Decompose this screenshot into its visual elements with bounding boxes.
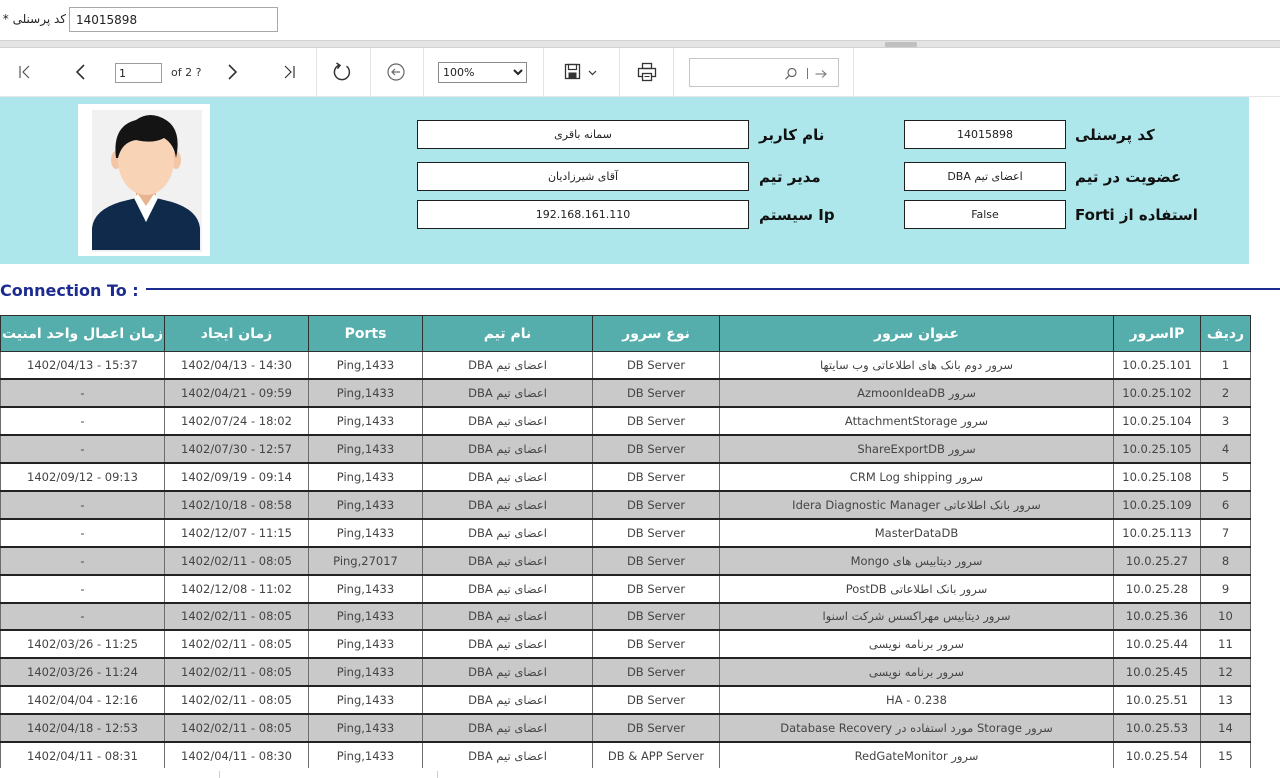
team-name-cell: اعضای تیم DBA bbox=[423, 630, 593, 658]
server-ip-cell: 10.0.25.105 bbox=[1114, 435, 1201, 463]
server-title-cell: سرور CRM Log shipping bbox=[720, 463, 1114, 491]
server-ip-cell: 10.0.25.101 bbox=[1114, 352, 1201, 380]
avatar-icon bbox=[78, 104, 210, 256]
table-row bbox=[1, 491, 1251, 519]
save-icon bbox=[563, 63, 601, 81]
header-security-applied: زمان اعمال واحد امنیت bbox=[1, 316, 165, 352]
server-type-cell: DB & APP Server bbox=[593, 742, 720, 770]
server-ip-cell: 10.0.25.51 bbox=[1114, 686, 1201, 714]
team-name-cell: اعضای تیم DBA bbox=[423, 379, 593, 407]
page-count: of 2 ? bbox=[171, 66, 202, 79]
search-next-icon bbox=[814, 67, 828, 81]
server-title-cell: MasterDataDB bbox=[720, 519, 1114, 547]
server-type-cell: DB Server bbox=[593, 603, 720, 631]
team-manager-label: مدیر تیم bbox=[759, 168, 821, 186]
server-type-cell: DB Server bbox=[593, 407, 720, 435]
parameter-bar bbox=[0, 0, 1280, 40]
last-page-button[interactable] bbox=[277, 60, 301, 84]
team-name-cell: اعضای تیم DBA bbox=[423, 407, 593, 435]
forti-usage-label: استفاده از Forti bbox=[1075, 206, 1198, 224]
bottom-strip bbox=[0, 768, 1280, 778]
created-cell: 1402/02/11 - 08:05 bbox=[165, 686, 309, 714]
server-ip-cell: 10.0.25.53 bbox=[1114, 714, 1201, 742]
personnel-code-input[interactable] bbox=[69, 7, 278, 32]
first-page-button[interactable] bbox=[13, 60, 37, 84]
security-applied-cell: - bbox=[1, 435, 165, 463]
created-cell: 1402/09/19 - 09:14 bbox=[165, 463, 309, 491]
server-ip-cell: 10.0.25.104 bbox=[1114, 407, 1201, 435]
splitter-grip[interactable] bbox=[885, 42, 917, 47]
zoom-select[interactable] bbox=[438, 62, 527, 83]
security-applied-cell: 1402/04/04 - 12:16 bbox=[1, 686, 165, 714]
table-row bbox=[1, 658, 1251, 686]
team-name-cell: اعضای تیم DBA bbox=[423, 714, 593, 742]
refresh-button[interactable] bbox=[330, 60, 354, 84]
header-server-title: عنوان سرور bbox=[720, 316, 1114, 352]
ports-cell: Ping,1433 bbox=[309, 379, 423, 407]
print-button[interactable] bbox=[635, 60, 659, 84]
parameter-label: * کد پرسنلی bbox=[2, 12, 66, 26]
table-row bbox=[1, 575, 1251, 603]
team-name-cell: اعضای تیم DBA bbox=[423, 463, 593, 491]
server-type-cell: DB Server bbox=[593, 379, 720, 407]
row-number-cell: 5 bbox=[1201, 463, 1251, 491]
server-title-cell: سرور برنامه نویسی bbox=[720, 658, 1114, 686]
table-row bbox=[1, 463, 1251, 491]
connections-table-wrap bbox=[0, 315, 1250, 771]
last-page-icon bbox=[281, 64, 297, 80]
table-row bbox=[1, 379, 1251, 407]
created-cell: 1402/12/07 - 11:15 bbox=[165, 519, 309, 547]
system-ip-value: 192.168.161.110 bbox=[417, 200, 749, 229]
ports-cell: Ping,27017 bbox=[309, 547, 423, 575]
team-manager-value: آقای شیرزادیان bbox=[417, 162, 749, 191]
server-type-cell: DB Server bbox=[593, 658, 720, 686]
username-label: نام کاربر bbox=[759, 126, 825, 144]
row-number-cell: 9 bbox=[1201, 575, 1251, 603]
section-divider bbox=[146, 288, 1280, 290]
row-number-cell: 6 bbox=[1201, 491, 1251, 519]
security-applied-cell: - bbox=[1, 603, 165, 631]
section-title: Connection To : bbox=[0, 281, 139, 300]
security-applied-cell: - bbox=[1, 575, 165, 603]
back-icon bbox=[386, 62, 406, 82]
server-title-cell: سرور AzmoonIdeaDB bbox=[720, 379, 1114, 407]
bottom-separator bbox=[219, 771, 220, 778]
created-cell: 1402/04/13 - 14:30 bbox=[165, 352, 309, 380]
export-button[interactable] bbox=[561, 60, 603, 84]
security-applied-cell: - bbox=[1, 491, 165, 519]
server-title-cell: سرور AttachmentStorage bbox=[720, 407, 1114, 435]
ports-cell: Ping,1433 bbox=[309, 407, 423, 435]
toolbar-separator bbox=[619, 48, 620, 97]
security-applied-cell: 1402/04/11 - 08:31 bbox=[1, 742, 165, 770]
security-applied-cell: 1402/09/12 - 09:13 bbox=[1, 463, 165, 491]
search-button[interactable] bbox=[784, 66, 798, 85]
row-number-cell: 2 bbox=[1201, 379, 1251, 407]
created-cell: 1402/10/18 - 08:58 bbox=[165, 491, 309, 519]
row-number-cell: 1 bbox=[1201, 352, 1251, 380]
team-name-cell: اعضای تیم DBA bbox=[423, 742, 593, 770]
created-cell: 1402/02/11 - 08:05 bbox=[165, 547, 309, 575]
created-cell: 1402/02/11 - 08:05 bbox=[165, 658, 309, 686]
team-name-cell: اعضای تیم DBA bbox=[423, 575, 593, 603]
ports-cell: Ping,1433 bbox=[309, 352, 423, 380]
team-membership-value: اعضای تیم DBA bbox=[904, 162, 1066, 191]
row-number-cell: 13 bbox=[1201, 686, 1251, 714]
ports-cell: Ping,1433 bbox=[309, 630, 423, 658]
toolbar-separator bbox=[543, 48, 544, 97]
server-type-cell: DB Server bbox=[593, 519, 720, 547]
search-icon bbox=[784, 67, 798, 81]
table-body bbox=[1, 352, 1251, 770]
forti-usage-value: False bbox=[904, 200, 1066, 229]
row-number-cell: 12 bbox=[1201, 658, 1251, 686]
team-name-cell: اعضای تیم DBA bbox=[423, 352, 593, 380]
team-membership-label: عضویت در تیم bbox=[1075, 168, 1182, 186]
user-info-card bbox=[0, 97, 1249, 264]
first-page-icon bbox=[17, 64, 33, 80]
toolbar-separator bbox=[853, 48, 854, 97]
server-title-cell: سرور دیتابیس مهراکسس شرکت اسنوا bbox=[720, 603, 1114, 631]
next-page-button[interactable] bbox=[220, 60, 244, 84]
created-cell: 1402/02/11 - 08:05 bbox=[165, 603, 309, 631]
table-row bbox=[1, 435, 1251, 463]
ports-cell: Ping,1433 bbox=[309, 435, 423, 463]
created-cell: 1402/02/11 - 08:05 bbox=[165, 714, 309, 742]
created-cell: 1402/12/08 - 11:02 bbox=[165, 575, 309, 603]
server-ip-cell: 10.0.25.54 bbox=[1114, 742, 1201, 770]
splitter[interactable] bbox=[0, 40, 1280, 48]
server-title-cell: سرور RedGateMonitor bbox=[720, 742, 1114, 770]
server-title-cell: HA - 0.238 bbox=[720, 686, 1114, 714]
created-cell: 1402/07/24 - 18:02 bbox=[165, 407, 309, 435]
team-name-cell: اعضای تیم DBA bbox=[423, 519, 593, 547]
server-type-cell: DB Server bbox=[593, 630, 720, 658]
table-row bbox=[1, 352, 1251, 380]
server-title-cell: سرور دیتابیس های Mongo bbox=[720, 547, 1114, 575]
server-ip-cell: 10.0.25.109 bbox=[1114, 491, 1201, 519]
report-toolbar bbox=[0, 48, 1280, 97]
table-header-row bbox=[1, 316, 1251, 352]
header-created: زمان ایجاد bbox=[165, 316, 309, 352]
row-number-cell: 4 bbox=[1201, 435, 1251, 463]
team-name-cell: اعضای تیم DBA bbox=[423, 603, 593, 631]
team-name-cell: اعضای تیم DBA bbox=[423, 547, 593, 575]
created-cell: 1402/04/11 - 08:30 bbox=[165, 742, 309, 770]
username-value: سمانه باقری bbox=[417, 120, 749, 149]
created-cell: 1402/07/30 - 12:57 bbox=[165, 435, 309, 463]
server-title-cell: سرور Storage مورد استفاده در Database Recovery bbox=[720, 714, 1114, 742]
server-type-cell: DB Server bbox=[593, 547, 720, 575]
created-cell: 1402/02/11 - 08:05 bbox=[165, 630, 309, 658]
server-ip-cell: 10.0.25.36 bbox=[1114, 603, 1201, 631]
system-ip-label: Ip سیستم bbox=[759, 206, 835, 224]
ports-cell: Ping,1433 bbox=[309, 575, 423, 603]
server-title-cell: سرور ShareExportDB bbox=[720, 435, 1114, 463]
avatar bbox=[78, 104, 210, 256]
next-page-icon bbox=[224, 63, 240, 81]
server-type-cell: DB Server bbox=[593, 686, 720, 714]
connections-table bbox=[0, 315, 1251, 771]
security-applied-cell: 1402/04/18 - 12:53 bbox=[1, 714, 165, 742]
server-type-cell: DB Server bbox=[593, 463, 720, 491]
previous-page-button[interactable] bbox=[69, 60, 93, 84]
row-number-cell: 3 bbox=[1201, 407, 1251, 435]
header-ports: Ports bbox=[309, 316, 423, 352]
row-number-cell: 8 bbox=[1201, 547, 1251, 575]
row-number-cell: 14 bbox=[1201, 714, 1251, 742]
created-cell: 1402/04/21 - 09:59 bbox=[165, 379, 309, 407]
toolbar-separator bbox=[673, 48, 674, 97]
server-ip-cell: 10.0.25.27 bbox=[1114, 547, 1201, 575]
server-ip-cell: 10.0.25.113 bbox=[1114, 519, 1201, 547]
search-input[interactable] bbox=[693, 62, 781, 83]
ports-cell: Ping,1433 bbox=[309, 686, 423, 714]
server-type-cell: DB Server bbox=[593, 435, 720, 463]
ports-cell: Ping,1433 bbox=[309, 491, 423, 519]
toolbar-separator bbox=[316, 48, 317, 97]
server-type-cell: DB Server bbox=[593, 491, 720, 519]
server-type-cell: DB Server bbox=[593, 714, 720, 742]
row-number-cell: 11 bbox=[1201, 630, 1251, 658]
ports-cell: Ping,1433 bbox=[309, 603, 423, 631]
toolbar-separator bbox=[370, 48, 371, 97]
personnel-code-label: کد پرسنلی bbox=[1075, 126, 1155, 144]
header-team-name: نام تیم bbox=[423, 316, 593, 352]
server-title-cell: سرور برنامه نویسی bbox=[720, 630, 1114, 658]
server-type-cell: DB Server bbox=[593, 575, 720, 603]
security-applied-cell: - bbox=[1, 379, 165, 407]
print-icon bbox=[637, 62, 657, 82]
row-number-cell: 7 bbox=[1201, 519, 1251, 547]
search-box bbox=[689, 58, 839, 87]
server-ip-cell: 10.0.25.44 bbox=[1114, 630, 1201, 658]
ports-cell: Ping,1433 bbox=[309, 714, 423, 742]
team-name-cell: اعضای تیم DBA bbox=[423, 491, 593, 519]
team-name-cell: اعضای تیم DBA bbox=[423, 686, 593, 714]
bottom-separator bbox=[437, 771, 438, 778]
header-row-number: ردیف bbox=[1201, 316, 1251, 352]
table-row bbox=[1, 603, 1251, 631]
toolbar-separator bbox=[423, 48, 424, 97]
ports-cell: Ping,1433 bbox=[309, 519, 423, 547]
search-next-button[interactable] bbox=[814, 66, 828, 85]
table-row bbox=[1, 519, 1251, 547]
table-row bbox=[1, 742, 1251, 770]
ports-cell: Ping,1433 bbox=[309, 658, 423, 686]
security-applied-cell: 1402/03/26 - 11:24 bbox=[1, 658, 165, 686]
security-applied-cell: - bbox=[1, 547, 165, 575]
team-name-cell: اعضای تیم DBA bbox=[423, 435, 593, 463]
server-title-cell: سرور بانک اطلاعاتی Idera Diagnostic Manager bbox=[720, 491, 1114, 519]
table-row bbox=[1, 407, 1251, 435]
ports-cell: Ping,1433 bbox=[309, 742, 423, 770]
security-applied-cell: - bbox=[1, 519, 165, 547]
security-applied-cell: 1402/03/26 - 11:25 bbox=[1, 630, 165, 658]
server-ip-cell: 10.0.25.108 bbox=[1114, 463, 1201, 491]
previous-page-icon bbox=[73, 63, 89, 81]
table-row bbox=[1, 547, 1251, 575]
page-number-input[interactable] bbox=[115, 63, 162, 83]
table-row bbox=[1, 714, 1251, 742]
header-server-ip: IPسرور bbox=[1114, 316, 1201, 352]
header-server-type: نوع سرور bbox=[593, 316, 720, 352]
server-type-cell: DB Server bbox=[593, 352, 720, 380]
row-number-cell: 10 bbox=[1201, 603, 1251, 631]
row-number-cell: 15 bbox=[1201, 742, 1251, 770]
back-button[interactable] bbox=[384, 60, 408, 84]
table-row bbox=[1, 686, 1251, 714]
security-applied-cell: 1402/04/13 - 15:37 bbox=[1, 352, 165, 380]
search-divider bbox=[807, 68, 808, 79]
server-title-cell: سرور دوم بانک های اطلاعاتی وب سایتها bbox=[720, 352, 1114, 380]
server-title-cell: سرور بانک اطلاعاتی PostDB bbox=[720, 575, 1114, 603]
ports-cell: Ping,1433 bbox=[309, 463, 423, 491]
server-ip-cell: 10.0.25.102 bbox=[1114, 379, 1201, 407]
refresh-icon bbox=[331, 61, 353, 83]
server-ip-cell: 10.0.25.45 bbox=[1114, 658, 1201, 686]
security-applied-cell: - bbox=[1, 407, 165, 435]
table-row bbox=[1, 630, 1251, 658]
personnel-code-value: 14015898 bbox=[904, 120, 1066, 149]
team-name-cell: اعضای تیم DBA bbox=[423, 658, 593, 686]
server-ip-cell: 10.0.25.28 bbox=[1114, 575, 1201, 603]
